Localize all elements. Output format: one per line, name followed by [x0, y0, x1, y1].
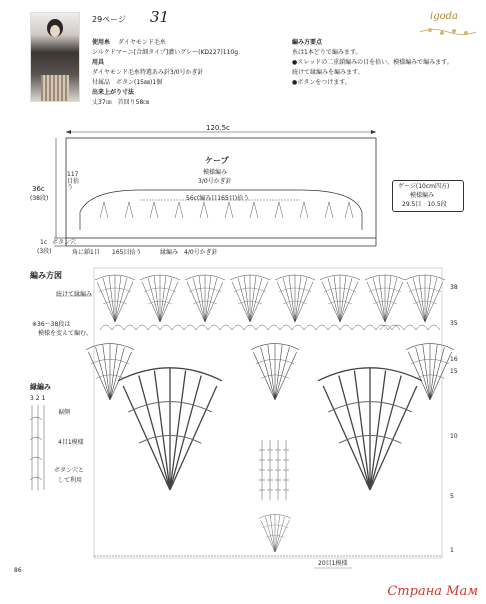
page-number: 86 [14, 567, 22, 574]
row-number: 15 [450, 368, 458, 375]
model-skirt [41, 75, 69, 101]
row-number: 38 [450, 284, 458, 291]
size-title: 出来上がり寸法 [92, 89, 135, 96]
gauge-values: 29.5目 10.5段 [402, 201, 447, 208]
materials-title: 使用糸 [92, 39, 111, 46]
edge-label: 縁編み 4/0号かぎ針 [160, 249, 218, 256]
gauge-title: ゲージ(10cm四方) [398, 183, 450, 190]
pickup-corner: 角に鎖1目 [72, 249, 100, 256]
left-pickup: 117目拾う [67, 171, 80, 192]
size-detail: 丈37㎝ 首回り58㎝ [92, 99, 150, 106]
width-label: 120.5c [206, 124, 230, 132]
row-number: 10 [450, 433, 458, 440]
howto-step: 糸は1本どりで編みます。 [292, 49, 362, 56]
row-number: 35 [450, 320, 458, 327]
page-ref: 29ページ [92, 15, 127, 24]
pattern-label: 模様編み [203, 169, 228, 176]
height-label: 36c [32, 185, 45, 193]
top-fan-row [95, 275, 445, 322]
bottom-pattern-label: 20目1模様 [318, 560, 348, 567]
pattern-number: 31 [150, 8, 170, 26]
leaf-ornament-icon [418, 26, 478, 38]
pickup-count: 165目拾う [112, 249, 142, 256]
chart-note-2: 模様を変えて編む。 [38, 330, 93, 337]
model-photo [30, 12, 80, 102]
chart-title: 編み方図 [30, 271, 62, 280]
howto-step: ●ボタンをつけます。 [292, 79, 351, 86]
edge-note-a: 裾側 [58, 409, 71, 416]
row-number: 1 [450, 547, 454, 554]
edge-note-d: して利用 [58, 477, 83, 484]
tools-title: 用具 [92, 59, 105, 66]
notions-detail: 付属品 ボタン(15㎜)1個 [92, 79, 163, 86]
edge-note-b: 4目1模様 [58, 439, 84, 446]
chart-note-1: ※36〜38段は [32, 321, 71, 328]
buttonhole-label: ボタン穴 [52, 239, 77, 246]
yarn-name: ダイヤモンド毛糸 [118, 39, 166, 46]
bottom-left-label: 1c [40, 239, 48, 246]
continue-label: 続けて縁編み [56, 291, 93, 298]
schematic-title: ケープ [205, 156, 229, 165]
yarn-detail: シルクドマーニ[合細タイプ]濃いグレー(KD227)110g [92, 49, 239, 56]
row-number: 5 [450, 493, 454, 500]
edge-title: 縁編み [30, 383, 51, 391]
height-rows: (38段) [30, 195, 49, 202]
inner-pickup: 56c(編み目165目)拾う [186, 195, 250, 202]
howto-step: 続けて縁編みを編みます。 [292, 69, 364, 76]
howto-title: 編み方要点 [292, 39, 323, 46]
gauge-pattern: 模様編み [410, 192, 435, 199]
brand-logo: igoda [430, 11, 458, 22]
howto-step: ●スレッドの二重鎖編みの目を拾い、模様編みで編みます。 [292, 59, 453, 66]
edge-note-c: ボタン穴と [54, 467, 85, 474]
watermark: Страна Мам [387, 584, 478, 599]
crochet-chart [0, 260, 486, 570]
model-face [50, 25, 60, 37]
tools-detail: ダイヤモンド毛糸特選あみ針3/0号かぎ針 [92, 69, 204, 76]
hook-label: 3/0号かぎ針 [198, 178, 232, 185]
edge-rows: 3 2 1 [30, 395, 46, 402]
row-number: 16 [450, 356, 458, 363]
bottom-left-rows: (3段) [37, 248, 52, 255]
